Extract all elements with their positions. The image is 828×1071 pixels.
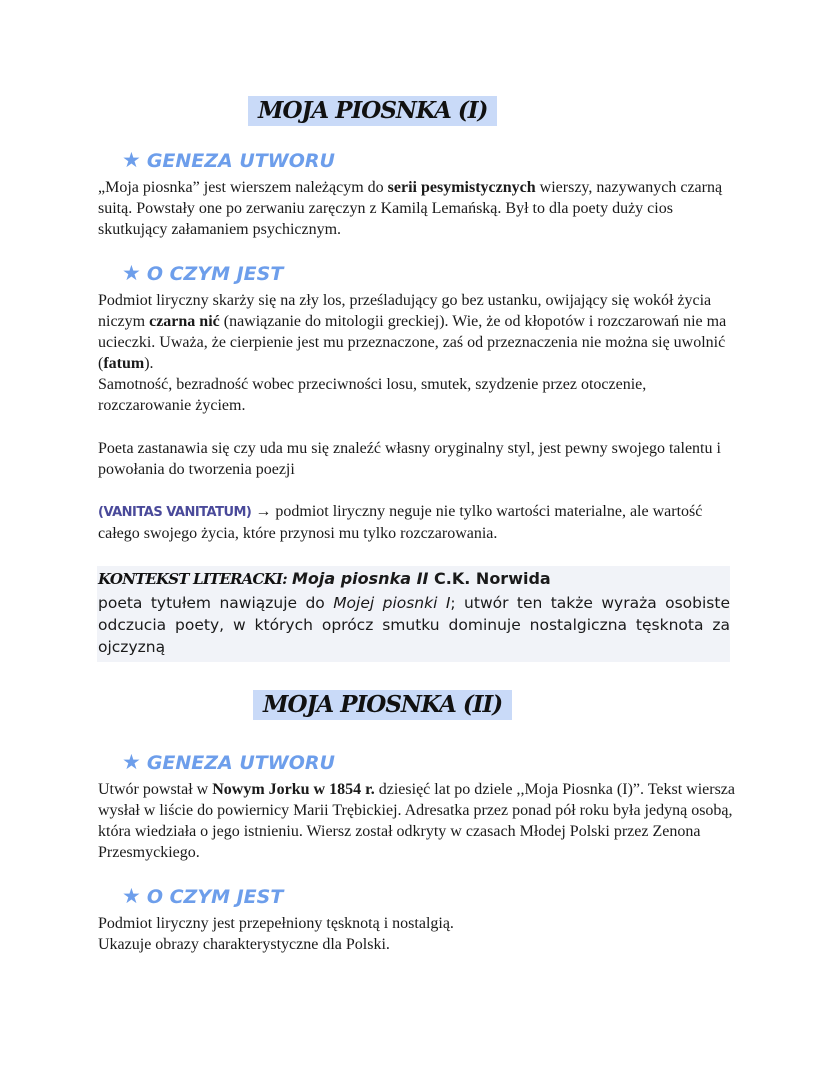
section-heading-genesis-2 xyxy=(122,748,335,776)
text-run: Podmiot liryczny jest przepełniony tęsknotą i nostalgią. xyxy=(98,915,454,932)
text-run: Samotność, bezradność wobec przeciwności losu, smutek, szydzenie przez otoczenie, rozczarowanie życiem. xyxy=(98,376,647,414)
star-icon: ★ xyxy=(122,261,141,285)
bold-run: fatum xyxy=(103,355,145,372)
vanitas-paragraph xyxy=(98,501,738,544)
section-heading-label: O CZYM JEST xyxy=(146,886,284,908)
text-run: poeta tytułem nawiązuje do xyxy=(98,594,334,612)
section-heading-about-2 xyxy=(122,882,283,910)
page-title-part1: MOJA PIOSNKA (I) xyxy=(248,96,497,126)
star-icon: ★ xyxy=(122,750,141,774)
text-run: Ukazuje obrazy charakterystyczne dla Polski. xyxy=(98,936,390,953)
italic-run: Mojej piosnki I xyxy=(333,594,451,612)
text-run: → podmiot liryczny neguje nie tylko wartości materialne, ale wartość całego swojego życia, które przynosi mu tylko rozczarowania. xyxy=(98,503,703,542)
context-work-title: Moja piosnka II xyxy=(291,569,429,588)
style-paragraph: Poeta zastanawia się czy uda mu się znaleźć własny oryginalny styl, jest pewny swojego talentu i powołania do tworzenia poezji xyxy=(98,440,721,478)
text-run: ). xyxy=(144,355,154,372)
context-paragraph xyxy=(98,592,730,658)
genesis-paragraph-2 xyxy=(98,779,738,863)
section-heading-label: GENEZA UTWORU xyxy=(146,150,335,172)
text-run: (nawiązanie do mitologii greckiej). Wie, że od kłopotów i rozczarowań nie ma ucieczki. Uważa, że cierpienie jest mu przeznaczone, zaś od przeznaczenia nie można się uwolnić ( xyxy=(98,313,727,372)
bold-run: Nowym Jorku w 1854 r. xyxy=(212,781,375,798)
text-run: wierszy, nazywanych czarną suitą. Powstały one po zerwaniu zaręczyn z Kamilą Lemańską. Był to dla poety duży cios skutkujący załamaniem psychicznym. xyxy=(98,179,723,238)
bold-run: czarna nić xyxy=(149,313,220,330)
star-icon: ★ xyxy=(122,884,141,908)
about-paragraph-2 xyxy=(98,913,738,955)
section-heading-label: O CZYM JEST xyxy=(146,263,284,285)
context-heading xyxy=(98,568,730,590)
about-paragraph-1 xyxy=(98,290,738,416)
section-heading-genesis-1 xyxy=(122,146,335,174)
section-heading-label: GENEZA UTWORU xyxy=(146,752,335,774)
genesis-paragraph-1 xyxy=(98,177,738,240)
text-run: ; utwór ten także wyraża osobiste odczucia poety, w których oprócz smutku dominuje nostalgiczna tęsknota za ojczyzną xyxy=(98,594,730,656)
context-tag: KONTEKST LITERACKI: xyxy=(98,570,287,588)
page-title-part2: MOJA PIOSNKA (II) xyxy=(253,690,512,720)
text-run: Utwór powstał w xyxy=(98,781,213,798)
text-run: „Moja piosnka” jest wierszem należącym do xyxy=(98,179,388,196)
text-run: dziesięć lat po dziele ,,Moja Piosnka (I)”. Tekst wiersza wysłał w liście do powiernicy Marii Trębickiej. Adresatka przez ponad pół roku była jedyną osobą, która wiedziała o jego istnieniu. Wiersz został odkryty w czasach Młodej Polski przez Zenona Przesmyckiego. xyxy=(98,781,735,861)
star-icon: ★ xyxy=(122,148,141,172)
context-author: C.K. Norwida xyxy=(428,569,551,588)
vanitas-tag: (VANITAS VANITATUM) xyxy=(98,505,252,520)
section-heading-about-1 xyxy=(122,259,283,287)
text-run: Podmiot liryczny skarży się na zły los, prześladujący go bez ustanku, owijający się wokół życia niczym xyxy=(98,292,712,330)
bold-run: serii pesymistycznych xyxy=(387,179,536,196)
